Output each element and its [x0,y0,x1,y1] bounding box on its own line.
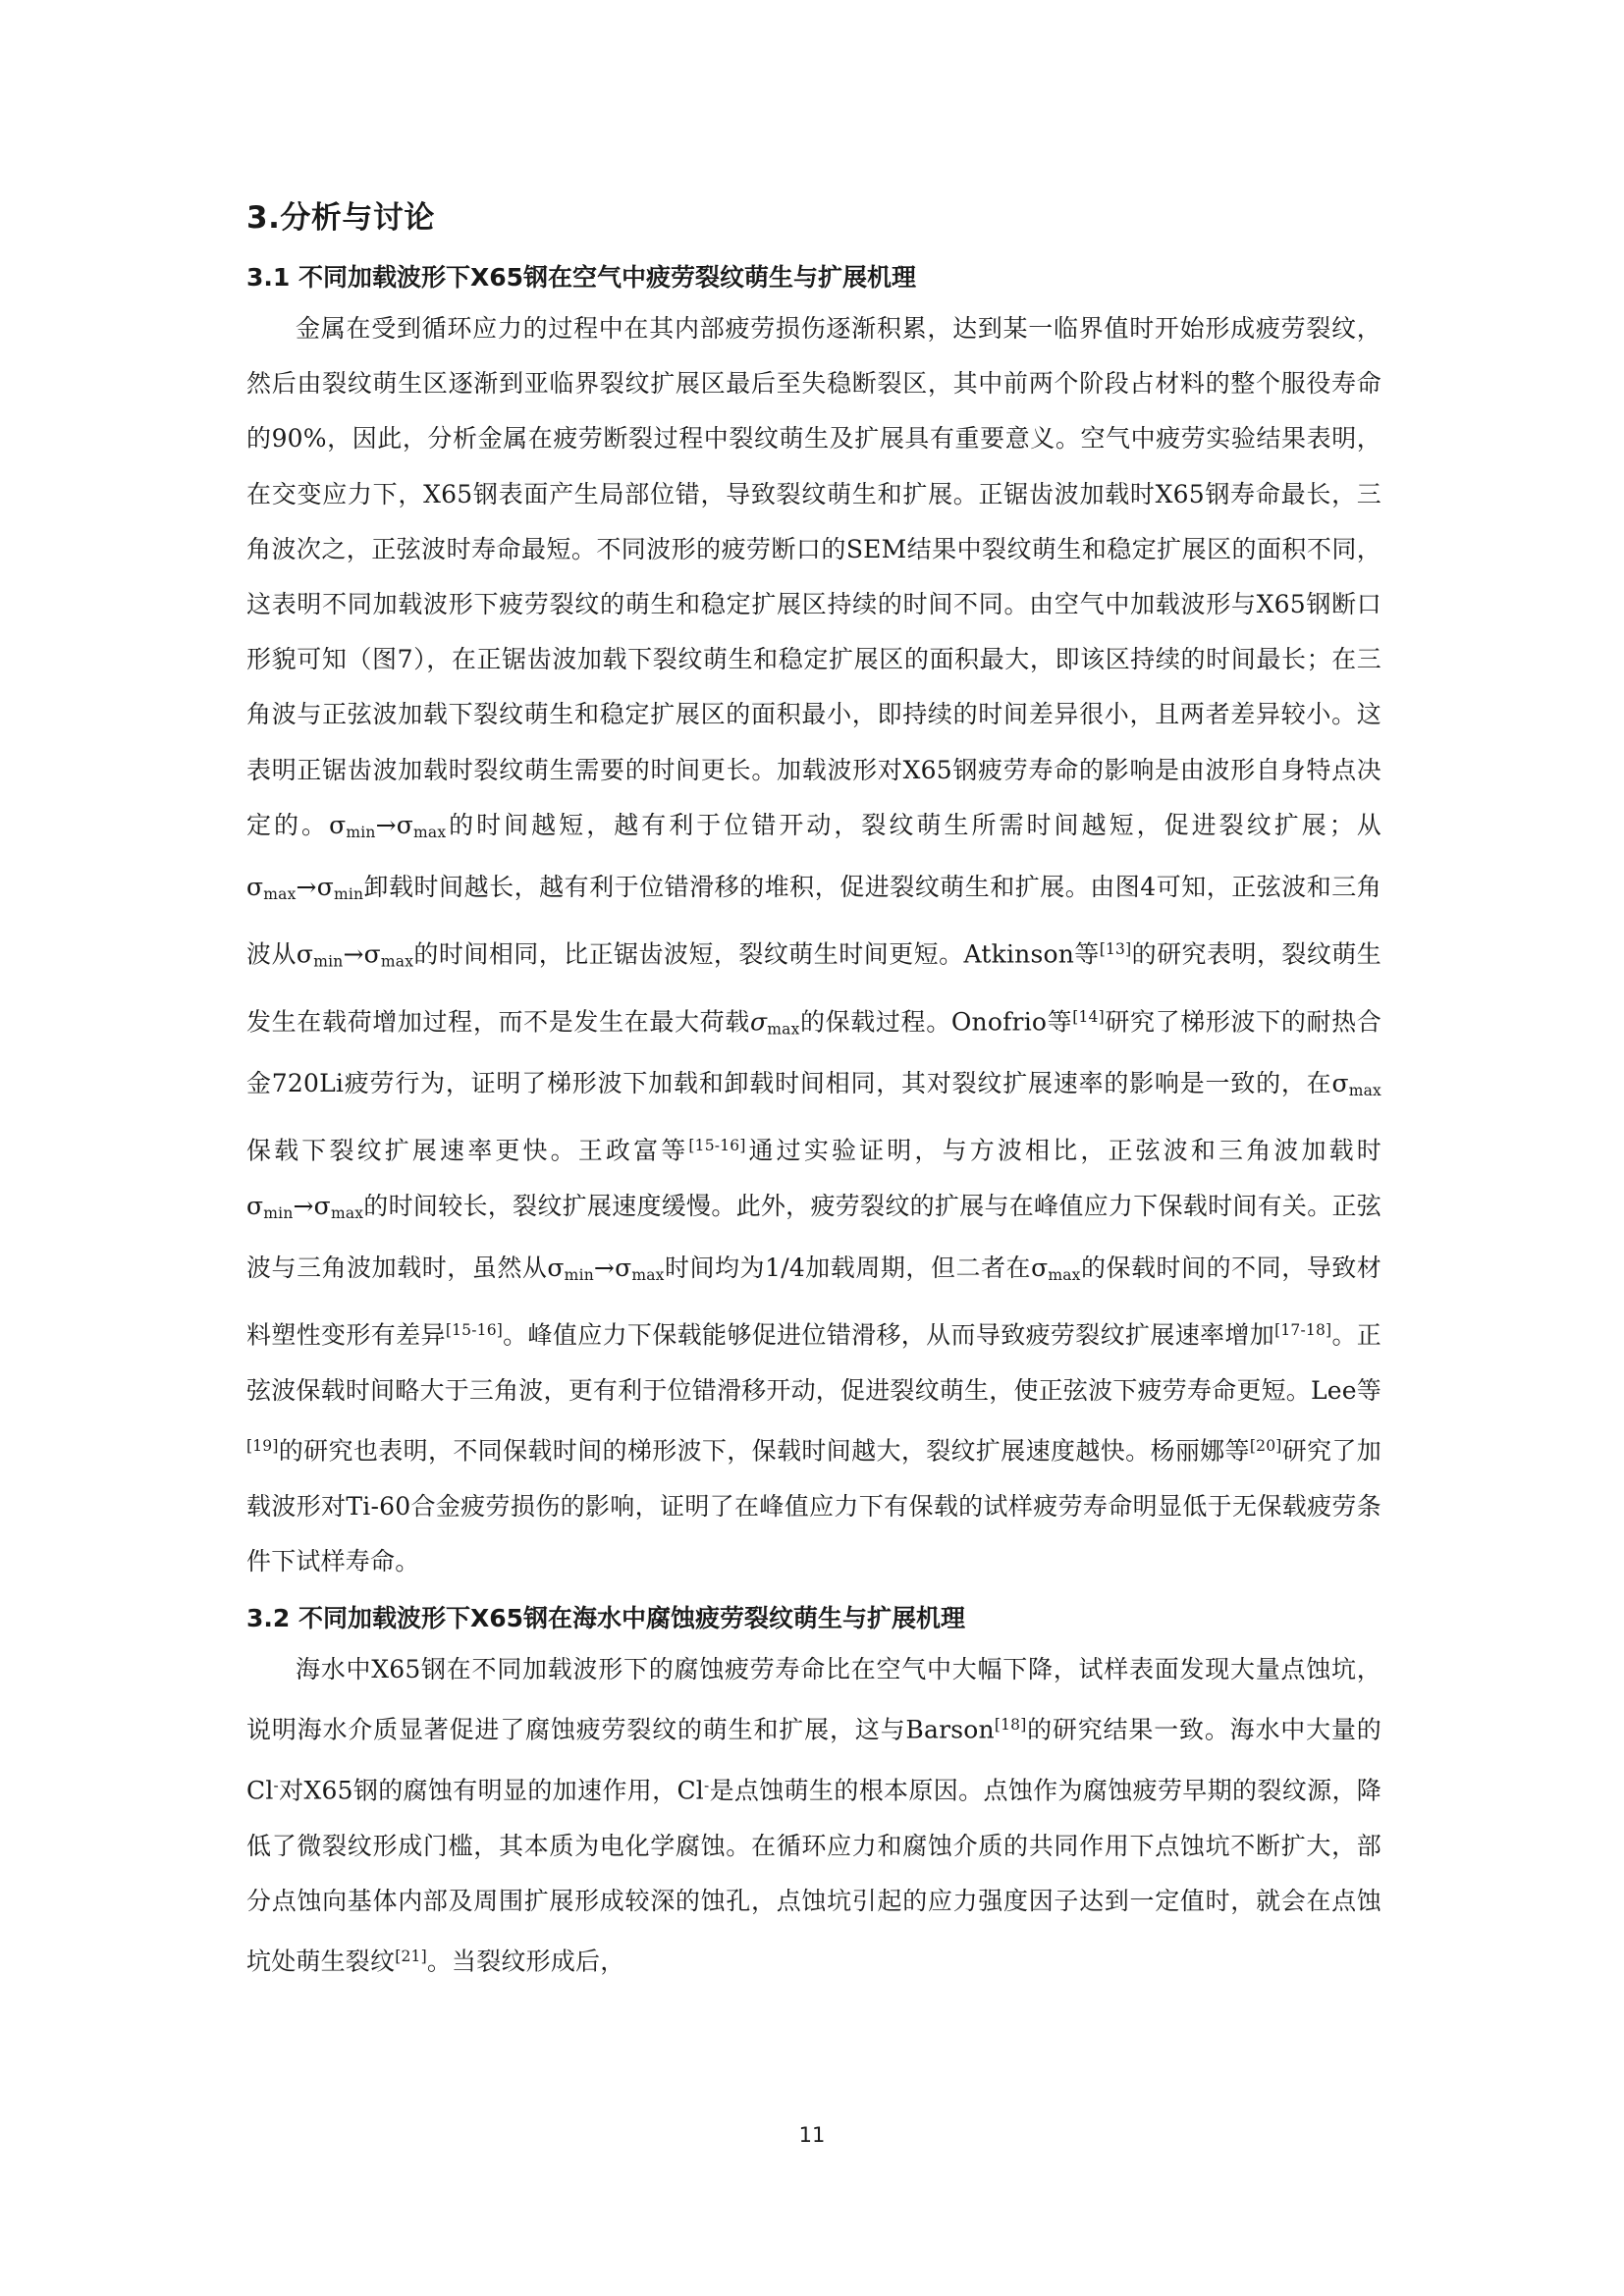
citation-ref: [13] [1099,939,1132,958]
max-subscript: max [631,1265,665,1284]
sigma-italic-symbol: σ [749,1007,768,1037]
text-run: 海水中X65钢在不同加载波形下的腐蚀疲劳寿命比在空气中大幅下降，试样表面发现大量点蚀坑，说明海水介质显著促进了腐蚀疲劳裂纹的萌生和扩展，这与Barson [246,1655,1381,1744]
text-run: 的时间较长，裂纹扩展速度缓慢。此外，疲劳裂纹的扩展与在峰值应力下保载时间有关。正弦波与三角波加载时，虽然从 [246,1191,1381,1283]
text-run: 。峰值应力下保载能够促进位错滑移，从而导致疲劳裂纹扩展速率增加 [503,1320,1275,1350]
citation-ref: [14] [1072,1007,1105,1026]
text-run: 的研究结果一致。海水中大量的Cl [246,1715,1381,1805]
max-subscript: max [413,823,447,841]
text-run: 的保载过程。Onofrio等 [799,1007,1073,1037]
document-body [246,192,1381,2000]
min-subscript: min [564,1265,594,1284]
sigma-symbol: σ [363,939,381,969]
section-3-1-title: 3.1 不同加载波形下X65钢在空气中疲劳裂纹萌生与扩展机理 [246,263,917,292]
text-run: 的保载时间的不同，导致材料塑性变形有差异 [246,1254,1382,1350]
citation-ref: [20] [1249,1437,1282,1456]
text-run: 的研究表明，裂纹萌生发生在载荷增加过程，而不是发生在最大荷载 [246,939,1381,1037]
text-run: 通过实验证明，与方波相比，正弦波和三角波加载时 [745,1136,1382,1165]
sigma-symbol: σ [547,1254,565,1283]
sigma-symbol: σ [246,872,264,901]
chloride-charge: - [703,1777,710,1795]
max-subscript: max [767,1019,800,1038]
arrow-symbol: → [343,939,364,969]
text-run: 。当裂纹形成后， [426,1947,625,1976]
max-subscript: max [1048,1265,1081,1284]
text-run: 的时间越短，越有利于位错开动，裂纹萌生所需时间越短，促进裂纹扩展；从 [446,810,1381,839]
sigma-symbol: σ [313,1191,331,1220]
min-subscript: min [313,952,344,971]
sigma-symbol: σ [615,1254,632,1283]
arrow-symbol: → [293,1191,314,1220]
citation-ref: [15-16] [688,1137,746,1155]
text-run: 保载下裂纹扩展速率更快。王政富等 [246,1136,689,1165]
max-subscript: max [263,884,297,903]
citation-ref: [19] [246,1437,279,1456]
page-number: 11 [798,2123,826,2147]
arrow-symbol: → [296,872,317,901]
chloride-charge: - [273,1777,279,1795]
text-run: 研究了加载波形对Ti-60合金疲劳损伤的影响，证明了在峰值应力下有保载的试样疲劳寿命明显低于无保载疲劳条件下试样寿命。 [246,1436,1381,1575]
citation-ref: [21] [395,1948,427,1966]
max-subscript: max [330,1203,364,1222]
text-run: 卸载时间越长，越有利于位错滑移的堆积，促进裂纹萌生和扩展。由图4可知，正弦波和三角波从 [246,872,1381,969]
citation-ref: [17-18] [1274,1321,1332,1340]
sigma-symbol: σ [1031,1254,1049,1283]
arrow-symbol: → [593,1254,616,1283]
section-3-1-paragraph [246,301,1381,1589]
min-subscript: min [346,823,376,841]
text-run: 是点蚀萌生的根本原因。点蚀作为腐蚀疲劳早期的裂纹源，降低了微裂纹形成门槛，其本质为电化学腐蚀。在循环应力和腐蚀介质的共同作用下点蚀坑不断扩大，部分点蚀向基体内部及周围扩展形成较深的蚀孔，点蚀坑引起的应力强度因子达到一定值时，就会在点蚀坑处萌生裂纹 [246,1776,1381,1976]
chapter-heading: 3.分析与讨论 [246,200,435,236]
arrow-symbol: → [375,810,397,839]
min-subscript: min [263,1203,294,1222]
sigma-symbol: σ [396,810,413,839]
text-run: 的时间相同，比正锯齿波短，裂纹萌生时间更短。Atkinson等 [413,939,1100,969]
sigma-symbol: σ [316,872,334,901]
sigma-symbol: σ [296,939,314,969]
sigma-symbol: σ [246,1191,264,1220]
citation-ref: [18] [994,1716,1027,1735]
text-run: 对X65钢的腐蚀有明显的加速作用，Cl [278,1776,704,1805]
text-run: 金属在受到循环应力的过程中在其内部疲劳损伤逐渐积累，达到某一临界值时开始形成疲劳裂纹，然后由裂纹萌生区逐渐到亚临界裂纹扩展区最后至失稳断裂区，其中前两个阶段占材料的整个服役寿命的90%，因此，分析金属在疲劳断裂过程中裂纹萌生及扩展具有重要意义。空气中疲劳实验结果表明，在交变应力下，X65钢表面产生局部位错，导致裂纹萌生和扩展。正锯齿波加载时X65钢寿命最长，三角波次之，正弦波时寿命最短。不同波形的疲劳断口的SEM结果中裂纹萌生和稳定扩展区的面积不同，这表明不同加载波形下疲劳裂纹的萌生和稳定扩展区持续的时间不同。由空气中加载波形与X65钢断口形貌可知（图7），在正锯齿波加载下裂纹萌生和稳定扩展区的面积最大，即该区持续的时间最长；在三角波与正弦波加载下裂纹萌生和稳定扩展区的面积最小，即持续的时间差异很小，且两者差异较小。这表明正锯齿波加载时裂纹萌生需要的时间更长。加载波形对X65钢疲劳寿命的影响是由波形自身特点决定的。 [246,314,1381,839]
text-run: 。正弦波保载时间略大于三角波，更有利于位错滑移开动，促进裂纹萌生，使正弦波下疲劳寿命更短。Lee等 [246,1320,1382,1405]
max-subscript: max [380,952,414,971]
text-run: 的研究也表明，不同保载时间的梯形波下，保载时间越大，裂纹扩展速度越快。杨丽娜等 [278,1436,1250,1466]
max-subscript: max [1348,1082,1381,1100]
text-run: 研究了梯形波下的耐热合金720Li疲劳行为，证明了梯形波下加载和卸载时间相同，其对裂纹扩展速率的影响是一致的，在 [246,1007,1382,1098]
section-3-2-title: 3.2 不同加载波形下X65钢在海水中腐蚀疲劳裂纹萌生与扩展机理 [246,1604,966,1633]
sigma-symbol: σ [329,810,347,839]
text-run: 时间均为1/4加载周期，但二者在 [664,1254,1032,1283]
min-subscript: min [333,884,364,903]
citation-ref: [15-16] [445,1321,504,1340]
section-3-2-paragraph [246,1642,1381,1990]
sigma-symbol: σ [1331,1069,1349,1098]
